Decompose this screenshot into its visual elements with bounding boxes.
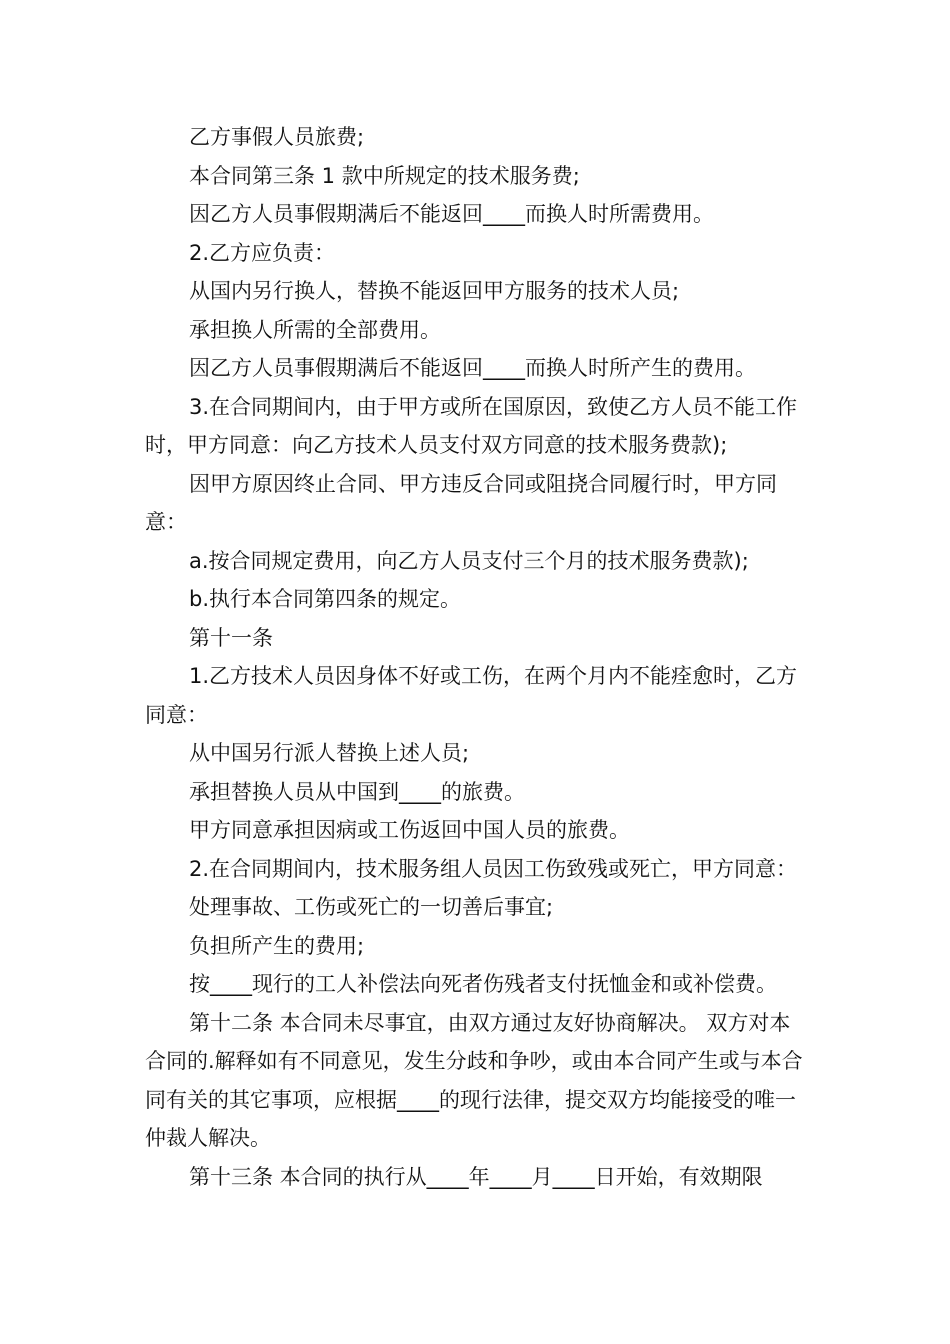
paragraph: 本合同第三条 1 款中所规定的技术服务费; [189, 163, 580, 188]
paragraph: 按____现行的工人补偿法向死者伤残者支付抚恤金和或补偿费。 [189, 972, 777, 996]
paragraph: 从中国另行派人替换上述人员; [189, 741, 470, 765]
paragraph: 甲方同意承担因病或工伤返回中国人员的旅费。 [189, 818, 630, 842]
paragraph: 2.在合同期间内，技术服务组人员因工伤致残或死亡，甲方同意： [189, 856, 798, 881]
paragraph: 因乙方人员事假期满后不能返回____而换人时所产生的费用。 [189, 356, 756, 380]
paragraph: 1.乙方技术人员因身体不好或工伤，在两个月内不能痊愈时，乙方同意： [145, 664, 798, 727]
paragraph: 处理事故、工伤或死亡的一切善后事宜; [189, 895, 554, 919]
paragraph: 第十二条 本合同未尽事宜，由双方通过友好协商解决。 双方对本合同的.解释如有不同意见，发生分歧和争吵，或由本合同产生或与本合同有关的其它事项，应根据____的现行法律，提交双方均能接受的唯一仲裁人解决。 [145, 1010, 803, 1150]
paragraph: a.按合同规定费用，向乙方人员支付三个月的技术服务费款); [189, 548, 749, 573]
paragraph: 承担换人所需的全部费用。 [189, 317, 441, 342]
paragraph: 因乙方人员事假期满后不能返回____而换人时所需费用。 [189, 202, 714, 226]
paragraph: 第十三条 本合同的执行从____年____月____日开始，有效期限 [189, 1164, 763, 1189]
document-body [145, 118, 810, 1196]
paragraph: 承担替换人员从中国到____的旅费。 [189, 779, 525, 804]
paragraph: 从国内另行换人，替换不能返回甲方服务的技术人员; [189, 279, 680, 303]
paragraph: 2.乙方应负责： [189, 240, 336, 265]
paragraph: 负担所产生的费用; [189, 933, 365, 958]
paragraph: 3.在合同期间内，由于甲方或所在国原因，致使乙方人员不能工作时，甲方同意：向乙方技术人员支付双方同意的技术服务费款); [145, 394, 798, 457]
paragraph: 乙方事假人员旅费; [189, 125, 365, 149]
paragraph: b.执行本合同第四条的规定。 [189, 587, 462, 611]
section-heading: 第十一条 [189, 625, 273, 650]
paragraph: 因甲方原因终止合同、甲方违反合同或阻挠合同履行时，甲方同意： [145, 471, 777, 534]
